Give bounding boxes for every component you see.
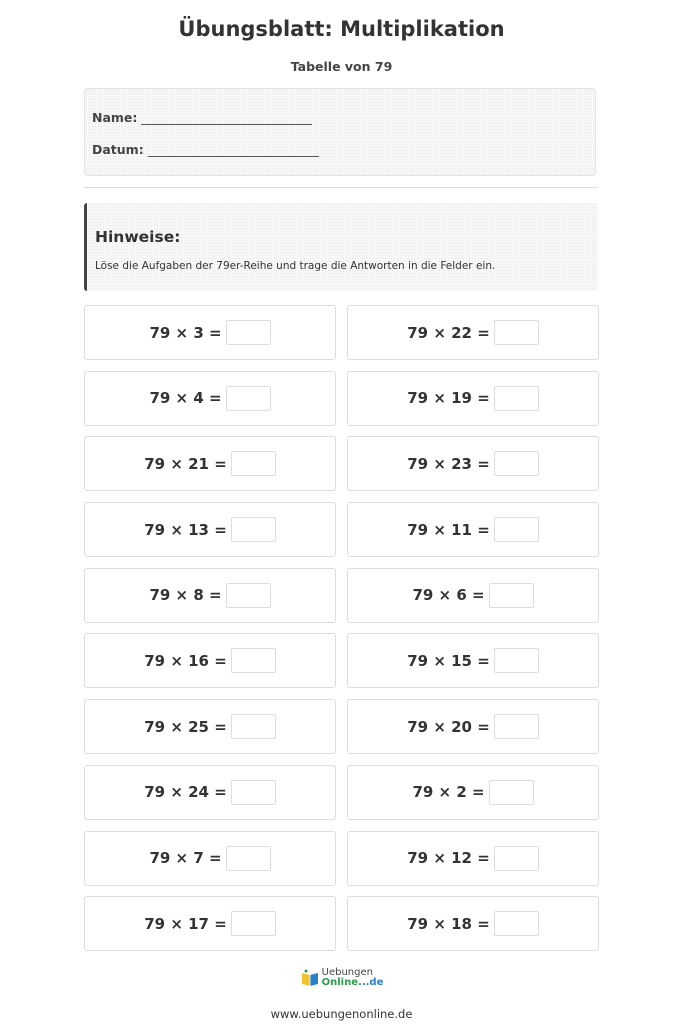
answer-box[interactable] xyxy=(494,451,539,476)
problem-card xyxy=(84,436,336,491)
problem-card xyxy=(84,633,336,688)
problem-text: 79 × 22 = xyxy=(407,323,490,342)
logo-text-suffix: ...de xyxy=(358,977,384,988)
answer-box[interactable] xyxy=(226,846,271,871)
answer-box[interactable] xyxy=(494,386,539,411)
page-title: Übungsblatt: Multiplikation xyxy=(178,17,505,41)
footer-url[interactable]: www.uebungenonline.de xyxy=(270,1007,413,1021)
date-row xyxy=(92,142,319,157)
problem-text: 79 × 15 = xyxy=(407,651,490,670)
problem-text: 79 × 17 = xyxy=(144,914,227,933)
logo-text-bottom xyxy=(322,978,384,988)
problem-card xyxy=(347,699,599,754)
answer-box[interactable] xyxy=(494,517,539,542)
problem-card xyxy=(84,896,336,951)
problem-card xyxy=(84,568,336,623)
page-subtitle: Tabelle von 79 xyxy=(290,59,393,74)
answer-box[interactable] xyxy=(494,714,539,739)
student-info-box xyxy=(84,88,596,176)
problem-card xyxy=(84,765,336,820)
problem-grid xyxy=(84,305,599,951)
problem-text: 79 × 8 = xyxy=(149,586,222,605)
answer-box[interactable] xyxy=(231,714,276,739)
problem-card xyxy=(84,502,336,557)
answer-box[interactable] xyxy=(226,583,271,608)
problem-card xyxy=(84,371,336,426)
problem-text: 79 × 19 = xyxy=(407,389,490,408)
problem-card xyxy=(84,699,336,754)
answer-box[interactable] xyxy=(489,583,534,608)
answer-box[interactable] xyxy=(226,386,271,411)
answer-box[interactable] xyxy=(494,846,539,871)
problem-card xyxy=(84,831,336,886)
divider xyxy=(84,187,598,188)
problem-card xyxy=(347,305,599,360)
problem-text: 79 × 24 = xyxy=(144,783,227,802)
answer-box[interactable] xyxy=(494,911,539,936)
notes-box xyxy=(84,203,598,291)
notes-text: Löse die Aufgaben der 79er-Reihe und trage die Antworten in die Felder ein. xyxy=(95,260,496,272)
problem-text: 79 × 2 = xyxy=(412,783,485,802)
problem-text: 79 × 4 = xyxy=(149,389,222,408)
answer-box[interactable] xyxy=(231,780,276,805)
problem-card xyxy=(347,436,599,491)
problem-text: 79 × 7 = xyxy=(149,849,222,867)
answer-box[interactable] xyxy=(494,648,539,673)
problem-text: 79 × 16 = xyxy=(144,651,227,670)
problem-card xyxy=(347,568,599,623)
footer-logo xyxy=(0,968,683,988)
logo-text-online: Online xyxy=(321,977,359,988)
name-label: Name: xyxy=(92,110,138,125)
book-icon xyxy=(300,968,320,988)
problem-card xyxy=(347,502,599,557)
logo-text-top: Uebungen xyxy=(321,967,373,978)
problem-card xyxy=(347,633,599,688)
answer-box[interactable] xyxy=(489,780,534,805)
problem-text: 79 × 11 = xyxy=(407,520,490,539)
name-row xyxy=(92,110,312,125)
problem-text: 79 × 23 = xyxy=(407,454,490,473)
problem-text: 79 × 20 = xyxy=(407,717,490,736)
problem-text: 79 × 12 = xyxy=(407,849,490,867)
problem-text: 79 × 6 = xyxy=(412,586,485,605)
problem-card xyxy=(347,831,599,886)
problem-card xyxy=(347,765,599,820)
date-line[interactable] xyxy=(148,144,319,157)
date-label: Datum: xyxy=(92,142,144,157)
problem-text: 79 × 21 = xyxy=(144,454,227,473)
answer-box[interactable] xyxy=(226,320,271,345)
problem-card xyxy=(347,896,599,951)
answer-box[interactable] xyxy=(231,451,276,476)
notes-heading: Hinweise: xyxy=(95,228,181,246)
answer-box[interactable] xyxy=(494,320,539,345)
problem-card xyxy=(84,305,336,360)
problem-card xyxy=(347,371,599,426)
answer-box[interactable] xyxy=(231,648,276,673)
answer-box[interactable] xyxy=(231,911,276,936)
problem-text: 79 × 3 = xyxy=(149,323,222,342)
name-line[interactable] xyxy=(141,112,312,125)
problem-text: 79 × 25 = xyxy=(144,717,227,736)
problem-text: 79 × 13 = xyxy=(144,520,227,539)
answer-box[interactable] xyxy=(231,517,276,542)
problem-text: 79 × 18 = xyxy=(407,914,490,933)
